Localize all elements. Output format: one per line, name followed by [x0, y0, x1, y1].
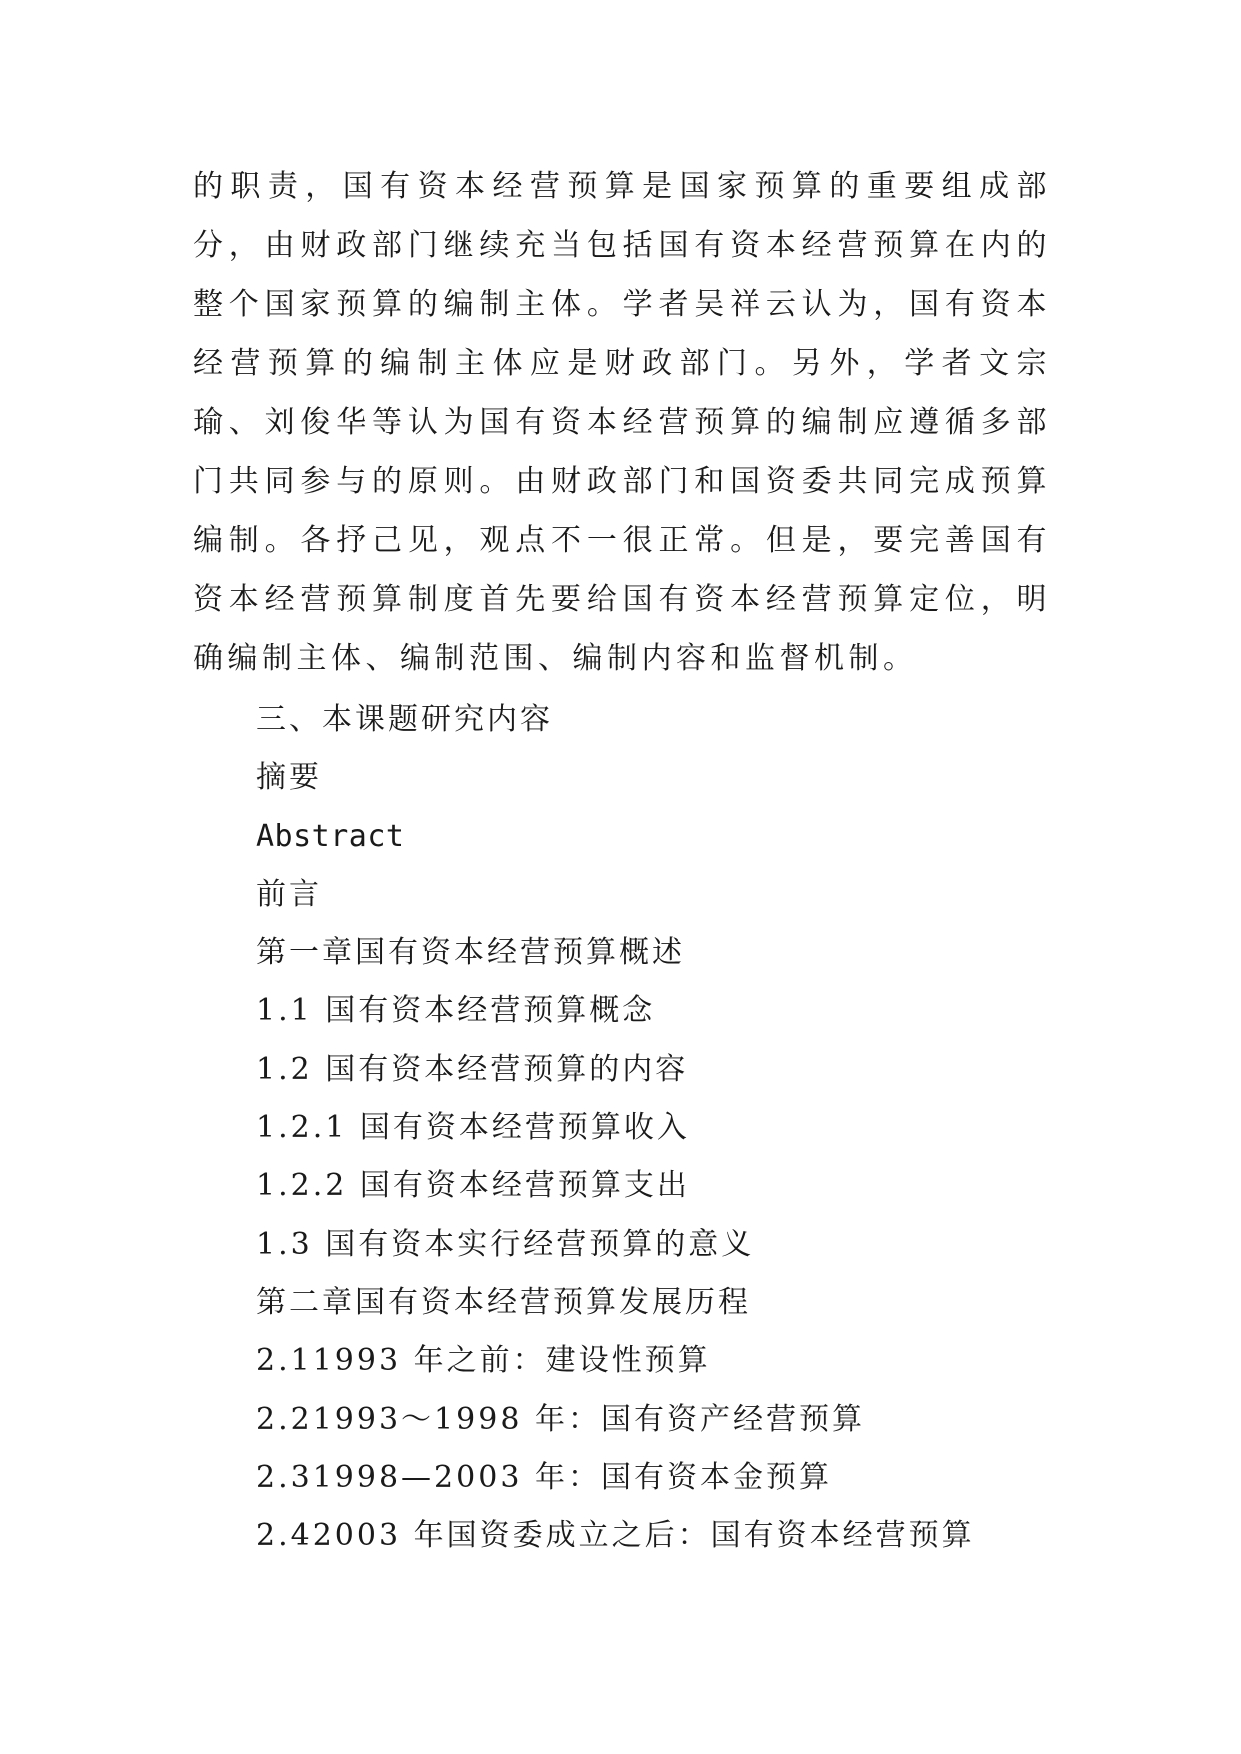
- outline-item-1-2-1: 1.2.1 国有资本经营预算收入: [256, 1110, 690, 1146]
- outline-item-chapter-1: 第一章国有资本经营预算概述: [256, 935, 685, 971]
- body-paragraph: 的职责，国有资本经营预算是国家预算的重要组成部分，由财政部门继续充当包括国有资本经营预算在内的整个国家预算的编制主体。学者吴祥云认为，国有资本经营预算的编制主体应是财政部门。另外，学者文宗瑜、刘俊华等认为国有资本经营预算的编制应遵循多部门共同参与的原则。由财政部门和国资委共同完成预算编制。各抒己见，观点不一很正常。但是，要完善国有资本经营预算制度首先要给国有资本经营预算定位，明确编制主体、编制范围、编制内容和监督机制。: [193, 169, 1051, 676]
- outline-item-2-3: 2.31998—2003 年：国有资本金预算: [256, 1459, 832, 1495]
- outline-item-2-1: 2.11993 年之前：建设性预算: [256, 1343, 711, 1379]
- outline-item-1-2: 1.2 国有资本经营预算的内容: [256, 1051, 689, 1087]
- outline-item-1-2-2: 1.2.2 国有资本经营预算支出: [256, 1168, 690, 1204]
- outline-item-preface: 前言: [256, 876, 322, 912]
- outline-item-1-1: 1.1 国有资本经营预算概念: [256, 993, 656, 1029]
- outline-item-2-2: 2.21993～1998 年：国有资产经营预算: [256, 1401, 865, 1437]
- outline-item-2-4: 2.42003 年国资委成立之后：国有资本经营预算: [256, 1518, 975, 1554]
- outline-item-abstract-cn: 摘要: [256, 760, 322, 796]
- outline-item-1-3: 1.3 国有资本实行经营预算的意义: [256, 1226, 755, 1262]
- outline-item-chapter-2: 第二章国有资本经营预算发展历程: [256, 1284, 751, 1320]
- section-heading: 三、本课题研究内容: [256, 702, 553, 737]
- outline-item-abstract-en: Abstract: [256, 818, 405, 854]
- research-outline: [256, 691, 1156, 1565]
